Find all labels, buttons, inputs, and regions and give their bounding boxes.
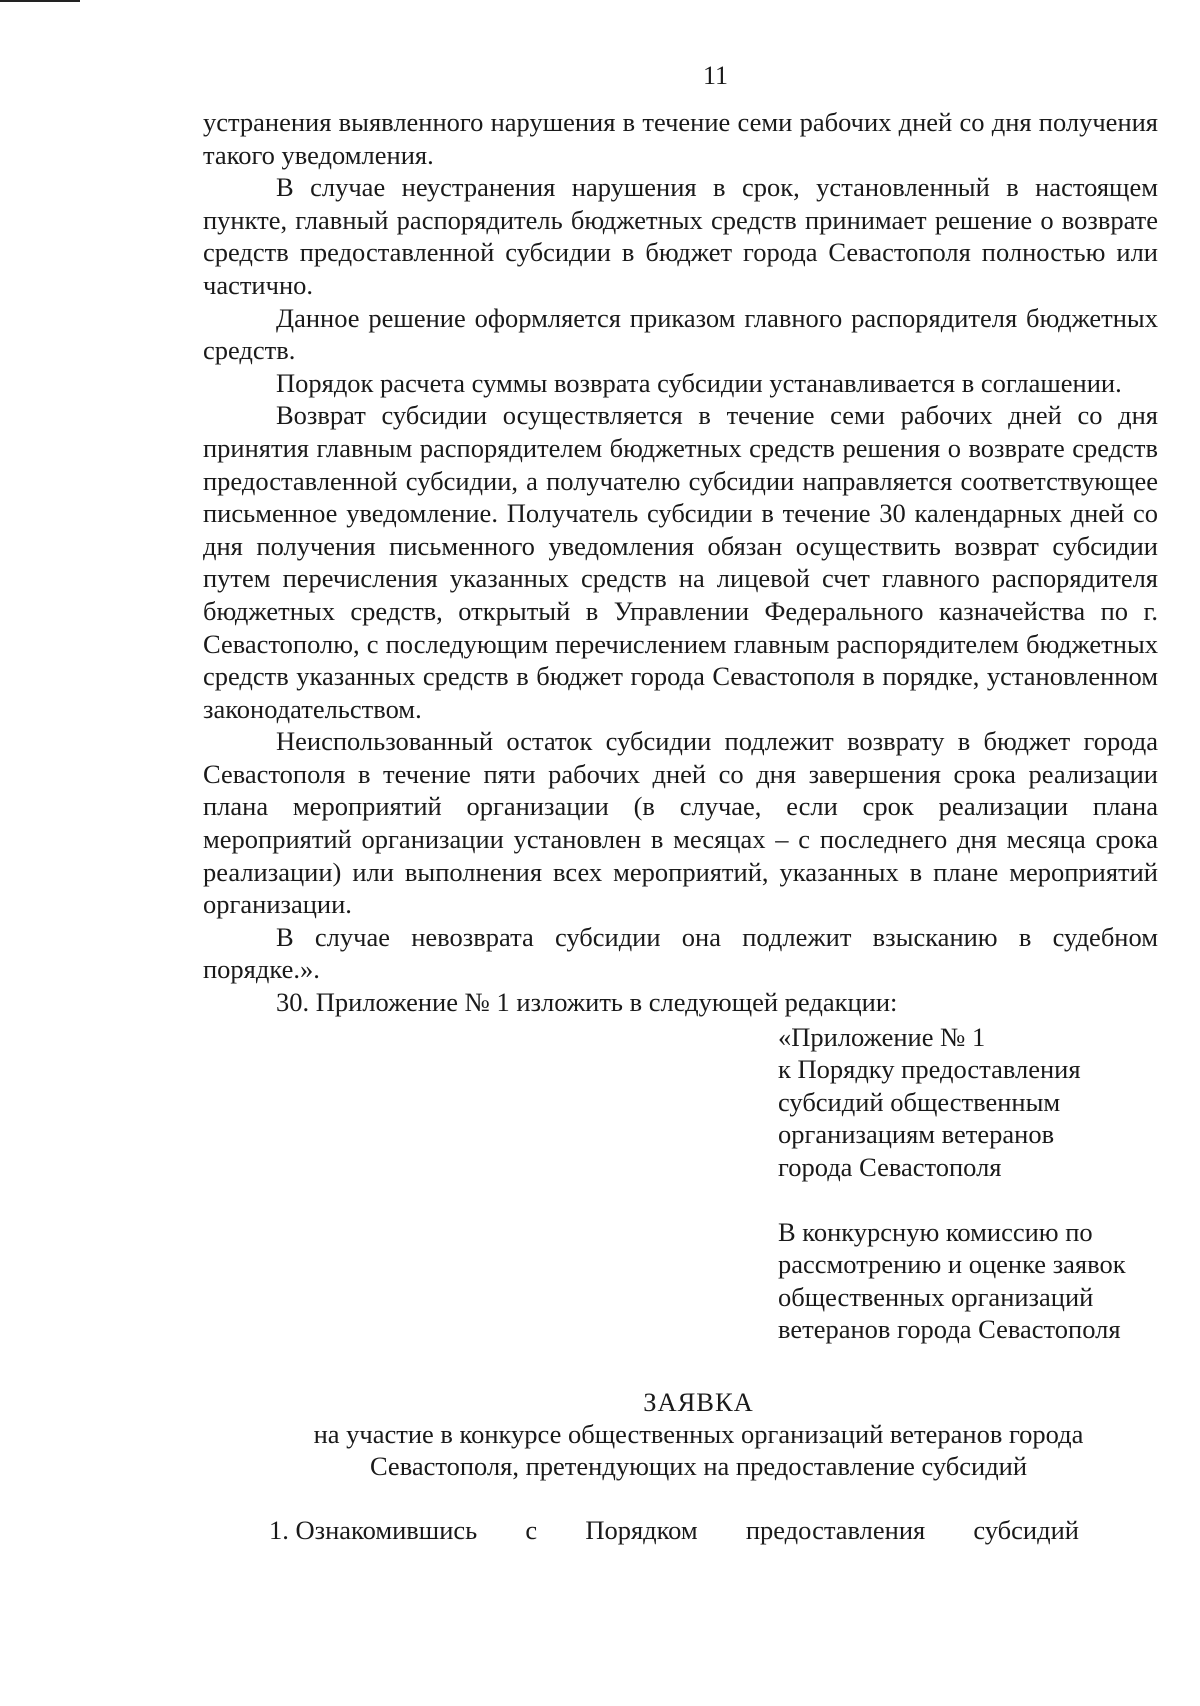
paragraph-return-procedure: Возврат субсидии осуществляется в течение семи рабочих дней со дня принятия главным распорядителем бюджетных средств решения о возврате средств предоставленной субсидии, а получателю субсидии направляется соответствующее письменное уведомление. Получатель субсидии в течение 30 календарных дней со дня получения письменного уведомления обязан осуществить возврат субсидии путем перечисления указанных средств на лицевой счет главного распорядителя бюджетных средств, открытый в Управлении Федерального казначейства по г. Севастополю, с последующим перечислением главным распорядителем бюджетных средств указанных средств в бюджет города Севастополя в порядке, установленном законодательством. [203, 400, 1158, 724]
commission-line: общественных организаций [778, 1281, 1094, 1312]
appendix-line: организациям ветеранов [778, 1119, 1055, 1150]
commission-line: В конкурсную комиссию по [778, 1216, 1093, 1247]
item-word: с [525, 1514, 538, 1545]
paragraph-calculation-order: Порядок расчета суммы возврата субсидии устанавливается в соглашении. [276, 367, 1122, 398]
page-number: 11 [702, 61, 729, 90]
appendix-line: субсидий общественным [778, 1086, 1061, 1117]
application-subtitle-line: Севастополя, претендующих на предоставление субсидий [369, 1450, 1028, 1481]
scan-corner-mark [0, 0, 80, 2]
commission-addressee [778, 1216, 1158, 1346]
application-subtitle [203, 1418, 1158, 1482]
commission-line: ветеранов города Севастополя [778, 1314, 1121, 1345]
document-page [203, 60, 1158, 1546]
paragraph-non-elimination: В случае неустранения нарушения в срок, установленный в настоящем пункте, главный распорядитель бюджетных средств принимает решение о возврате средств предоставленной субсидии в бюджет города Севастополя полностью или частично. [203, 172, 1158, 300]
paragraph-item-30: 30. Приложение № 1 изложить в следующей редакции: [276, 987, 898, 1018]
paragraph-unused-balance: Неиспользованный остаток субсидии подлежит возврату в бюджет города Севастополя в течение пяти рабочих дней со дня завершения срока реализации плана мероприятий организации (в случае, если срок реализации плана мероприятий организации установлен в месяцах – с последнего дня месяца срока реализации) или выполнения всех мероприятий, указанных в плане мероприятий организации. [203, 726, 1158, 920]
application-subtitle-line: на участие в конкурсе общественных организаций ветеранов города [313, 1418, 1084, 1449]
item-word: Порядком [585, 1514, 698, 1545]
item-word: 1. Ознакомившись [269, 1514, 478, 1545]
appendix-header [778, 1021, 1158, 1184]
appendix-line: «Приложение № 1 [778, 1021, 986, 1052]
paragraph-decision-order: Данное решение оформляется приказом главного распорядителя бюджетных средств. [203, 302, 1158, 366]
item-word: предоставления [745, 1514, 926, 1545]
document-body [203, 106, 1158, 1019]
appendix-line: к Порядку предоставления [778, 1054, 1081, 1085]
commission-line: рассмотрению и оценке заявок [778, 1249, 1126, 1280]
application-title: ЗАЯВКА [643, 1386, 754, 1417]
application-item-1 [203, 1514, 1079, 1546]
paragraph-continuation: устранения выявленного нарушения в течение семи рабочих дней со дня получения такого уведомления. [203, 107, 1158, 170]
paragraph-non-return: В случае невозврата субсидии она подлежит взысканию в судебном порядке.». [203, 921, 1158, 985]
item-word: субсидий [973, 1514, 1079, 1545]
appendix-line: города Севастополя [778, 1152, 1002, 1182]
